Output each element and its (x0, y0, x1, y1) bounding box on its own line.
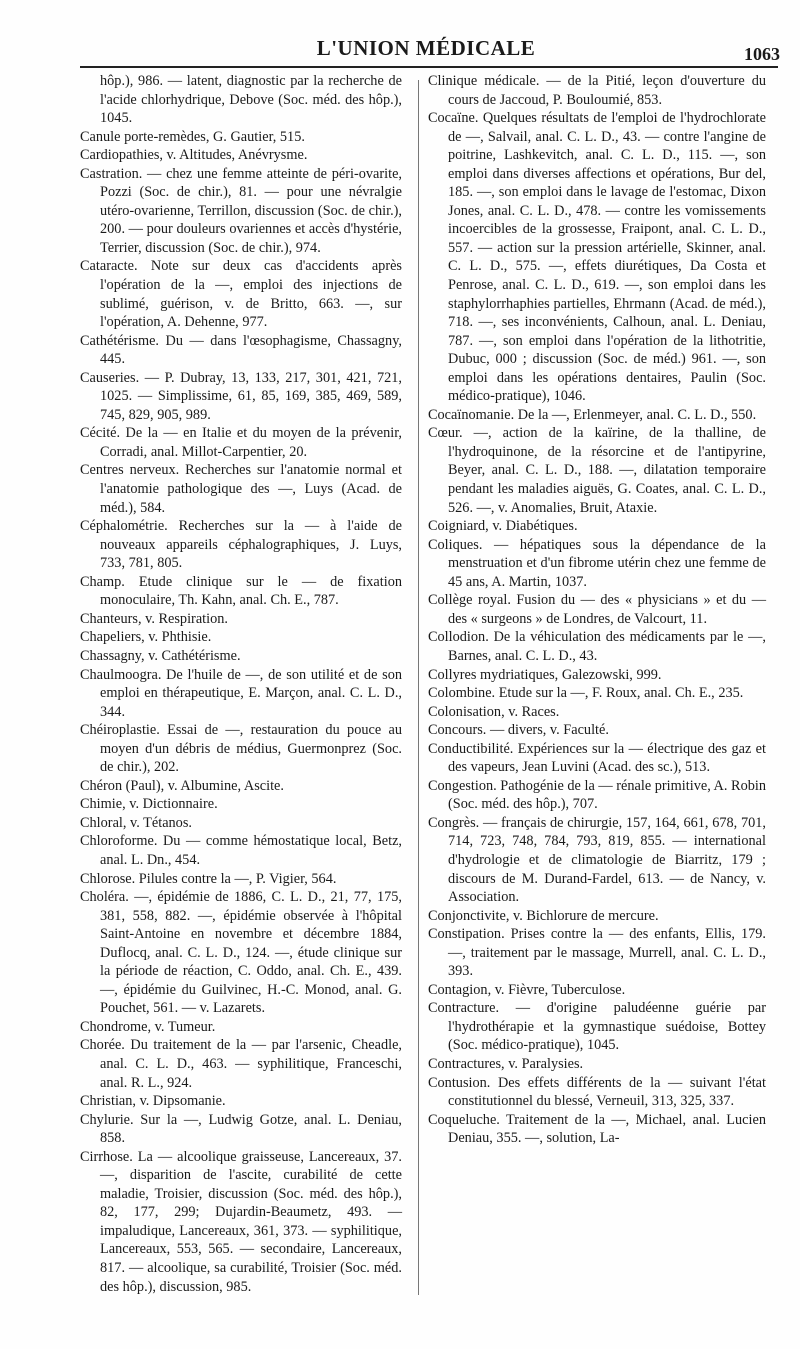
index-entry: Congestion. Pathogénie de la — rénale primitive, A. Robin (Soc. méd. des hôp.), 707. (428, 777, 766, 813)
index-entry: Chimie, v. Dictionnaire. (80, 796, 218, 813)
index-entry: Cœur. —, action de la kaïrine, de la thalline, de l'hydroquinone, de la résorcine et de l'antipyrine, Beyer, anal. C. L. D., 188. —, dilatation temporaire pendant les maladies aiguës, G. Coates, anal. C. L. D., 526. —, v. Anomalies, Bruit, Ataxie. (428, 425, 766, 516)
index-entry: Contusion. Des effets différents de la — suivant l'état constitutionnel du blessé, Verneuil, 313, 325, 337. (428, 1074, 766, 1110)
index-entry: Cataracte. Note sur deux cas d'accidents après l'opération de la —, emploi des injections de sublimé, guérison, v. de Britto, 663. —, sur l'opération, A. Dehenne, 977. (80, 258, 402, 331)
index-entry: Céphalométrie. Recherches sur la — à l'aide de nouveaux appareils céphalographiques, J. Luys, 733, 781, 805. (80, 518, 402, 572)
index-entry: Chéiroplastie. Essai de —, restauration du pouce au moyen d'un débris de médius, Guermonprez (Soc. de chir.), 202. (80, 722, 402, 776)
index-entry: Collège royal. Fusion du — des « physicians » et du — des « surgeons » de Londres, de Valcourt, 11. (428, 592, 766, 627)
index-entry: Chondrome, v. Tumeur. (80, 1018, 216, 1035)
index-entry: Concours. — divers, v. Faculté. (428, 722, 609, 739)
index-entry: Clinique médicale. — de la Pitié, leçon d'ouverture du cours de Jaccoud, P. Bouloumié, 853. (428, 73, 766, 108)
left-column (80, 72, 402, 1296)
index-entry: Champ. Etude clinique sur le — de fixation monoculaire, Th. Kahn, anal. Ch. E., 787. (80, 573, 402, 609)
index-entry: Chanteurs, v. Respiration. (80, 610, 228, 627)
header-rule (80, 66, 778, 68)
index-entry: Collyres mydriatiques, Galezowski, 999. (428, 666, 662, 683)
index-entry: Christian, v. Dipsomanie. (80, 1093, 226, 1110)
index-entry: Chassagny, v. Cathétérisme. (80, 647, 241, 664)
index-entry: Constipation. Prises contre la — des enfants, Ellis, 179. —, traitement par le massage, Murrell, anal. C. L. D., 393. (428, 926, 766, 980)
column-divider (418, 80, 419, 1295)
index-entry: Contagion, v. Fièvre, Tuberculose. (428, 981, 626, 998)
index-entry: Congrès. — français de chirurgie, 157, 164, 661, 678, 701, 714, 723, 748, 784, 793, 819, 855. — international d'hydrologie et de climatologie de Biarritz, 179 ; discours de M. Durand-Fardel, 613. — de Nancy, v. Association. (428, 814, 766, 906)
index-entry: Cardiopathies, v. Altitudes, Anévrysme. (80, 147, 308, 164)
index-entry: Cirrhose. La — alcoolique graisseuse, Lancereaux, 37. —, disparition de l'ascite, curabilité de cette maladie, Troisier, discussion (Soc. méd. des hôp.), 82, 177, 299; Dujardin-Beaumetz, 493. — impaludique, Lancereaux, 361, 373. — syphilitique, Lancereaux, 553, 565. — secondaire, Lancereaux, 817. — alcoolique, sa curabilité, Troisier (Soc. méd. des hôp.), discussion, 985. (80, 1148, 402, 1295)
index-entry: Chylurie. Sur la —, Ludwig Gotze, anal. L. Deniau, 858. (80, 1111, 402, 1147)
index-entry: Colombine. Etude sur la —, F. Roux, anal. Ch. E., 235. (428, 685, 744, 702)
index-entry: Chorée. Du traitement de la — par l'arsenic, Cheadle, anal. C. L. D., 463. — syphilitique, Franceschi, anal. R. L., 924. (80, 1037, 402, 1091)
index-entry: Contractures, v. Paralysies. (428, 1055, 584, 1072)
index-entry: Chéron (Paul), v. Albumine, Ascite. (80, 777, 284, 794)
index-entry: Chaulmoogra. De l'huile de —, de son utilité et de son emploi en thérapeutique, E. Marçon, anal. C. L. D., 344. (80, 666, 402, 720)
index-entry: Chapeliers, v. Phthisie. (80, 629, 212, 646)
page-header (70, 30, 782, 66)
index-entry: Cécité. De la — en Italie et du moyen de la prévenir, Corradi, anal. Millot-Carpentier, 20. (80, 425, 402, 460)
index-entry: Castration. — chez une femme atteinte de péri-ovarite, Pozzi (Soc. de chir.), 81. — pour une névralgie utéro-ovarienne, Terrillon, discussion (Soc. de chir.), 200. — pour douleurs ovariennes et accès d'hystérie, Terrier, discussion (Soc. de chir.), 974. (80, 165, 402, 256)
index-entry: Coigniard, v. Diabétiques. (428, 518, 578, 535)
index-entry: Causeries. — P. Dubray, 13, 133, 217, 301, 421, 721, 1025. — Simplissime, 61, 85, 169, 385, 469, 589, 745, 829, 905, 989. (80, 369, 402, 423)
index-entry: Chlorose. Pilules contre la —, P. Vigier, 564. (80, 870, 337, 887)
index-entry: Centres nerveux. Recherches sur l'anatomie normal et l'anatomie pathologique des —, Luys (Acad. de méd.), 584. (80, 462, 402, 516)
index-entry: Choléra. —, épidémie de 1886, C. L. D., 21, 77, 175, 381, 558, 882. —, épidémie observée à l'hôpital Saint-Antoine en novembre et décembre 1884, Duflocq, anal. C. L. D., 124. —, étude clinique sur la période de réaction, C. Oddo, anal. Ch. E., 439. —, épidémie du Guilvinec, H.-C. Monod, anal. G. Pouchet, 561. — v. Lazarets. (80, 889, 402, 1017)
index-entry: Collodion. De la véhiculation des médicaments par le —, Barnes, anal. C. L. D., 43. (428, 629, 766, 664)
page-number: 1063 (744, 44, 780, 64)
index-entry: Contracture. — d'origine paludéenne guérie par l'hydrothérapie et la gymnastique suédoise, Bottey (Soc. médico-pratique), 1045. (428, 1000, 766, 1054)
index-entry: Chloral, v. Tétanos. (80, 814, 192, 831)
right-column (428, 72, 766, 1148)
running-title: L'UNION MÉDICALE (316, 36, 536, 60)
index-entry: Conjonctivite, v. Bichlorure de mercure. (428, 907, 659, 924)
index-entry: Colonisation, v. Races. (428, 703, 560, 720)
index-entry: Conductibilité. Expériences sur la — électrique des gaz et des vapeurs, Jean Luvini (Acad. des sc.), 513. (428, 740, 766, 776)
index-entry: Coliques. — hépatiques sous la dépendance de la menstruation et d'un fibrome utérin chez une femme de 45 ans, A. Martin, 1037. (428, 536, 766, 590)
index-entry: Cocaïnomanie. De la —, Erlenmeyer, anal. C. L. D., 550. (428, 406, 757, 423)
index-entry: hôp.), 986. — latent, diagnostic par la recherche de l'acide chlorhydrique, Debove (Soc. méd. des hôp.), 1045. (100, 73, 402, 127)
index-entry: Coqueluche. Traitement de la —, Michael, anal. Lucien Deniau, 355. —, solution, La- (428, 1111, 766, 1147)
index-entry: Cocaïne. Quelques résultats de l'emploi de l'hydrochlorate de —, Salvail, anal. C. L. D., 43. — contre l'angine de poitrine, Lashkevitch, anal. C. L. D., 115. —, son emploi dans diverses affections et opérations, Bur del, 185. —, son emploi dans le lavage de l'estomac, Dixon Jones, anal. C. L. D., 478. — contre les vomissements incoercibles de la grossesse, Fraipont, anal. C. L. D., 557. — action sur la pression artérielle, Skinner, anal. C. L. D., 575. —, effets diurétiques, Da Costa et Penrose, anal. C. L. D., 619. —, son emploi dans les staphylorrhaphies partielles, Ehrmann (Acad. de méd.), 718. —, ses inconvénients, Calhoun, anal. L. Deniau, 787. —, son emploi dans l'opération de la lithotritie, Dubuc, 000 ; discussion (Soc. de méd.) 961. —, son emploi dans les opérations dentaires, Paulin (Soc. médico-pratique), 1046. (428, 110, 766, 405)
index-entry: Canule porte-remèdes, G. Gautier, 515. (80, 128, 305, 145)
index-entry: Cathétérisme. Du — dans l'œsophagisme, Chassagny, 445. (80, 332, 402, 368)
index-entry: Chloroforme. Du — comme hémostatique local, Betz, anal. L. Dn., 454. (80, 833, 402, 868)
